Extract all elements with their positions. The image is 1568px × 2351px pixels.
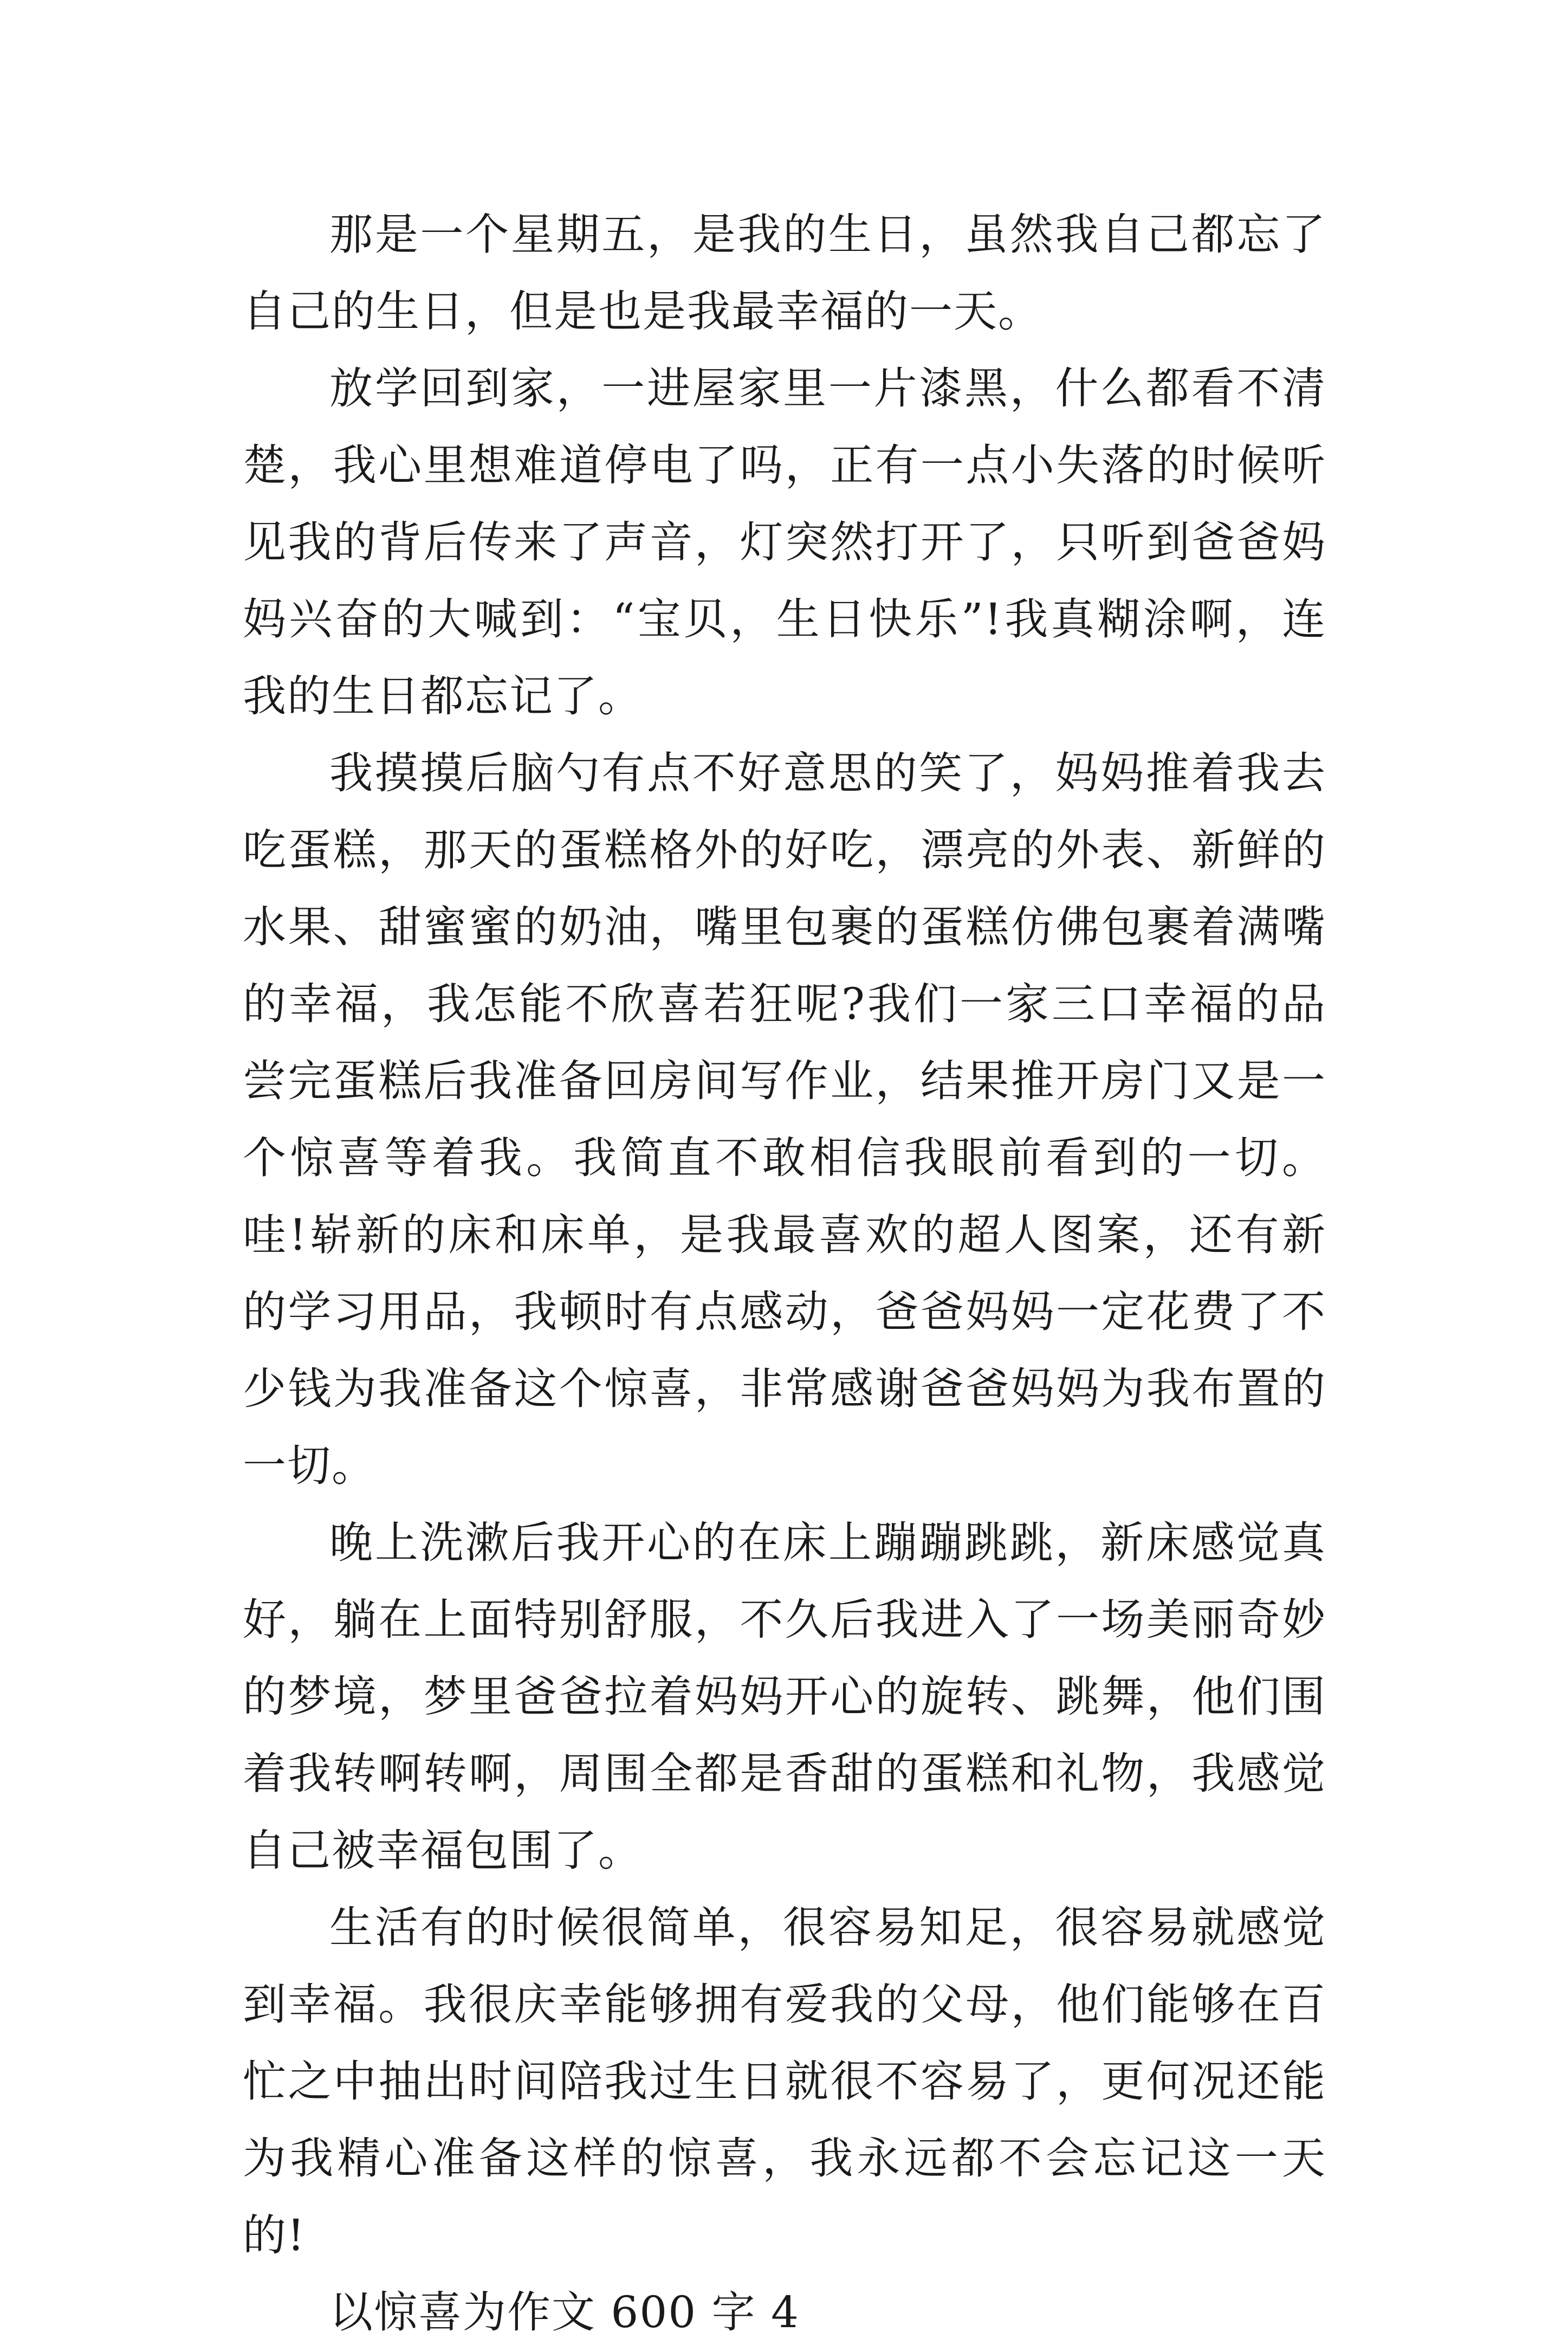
paragraph-dream: 晚上洗漱后我开心的在床上蹦蹦跳跳，新床感觉真好，躺在上面特别舒服，不久后我进入了一场美丽奇妙的梦境，梦里爸爸拉着妈妈开心的旋转、跳舞，他们围着我转啊转啊，周围全都是香甜的蛋糕和礼物，我感觉自己被幸福包围了。 bbox=[243, 1517, 1326, 1876]
document-body bbox=[243, 196, 1326, 2351]
paragraph-cake-surprise: 我摸摸后脑勺有点不好意思的笑了，妈妈推着我去吃蛋糕，那天的蛋糕格外的好吃，漂亮的外表、新鲜的水果、甜蜜蜜的奶油，嘴里包裹的蛋糕仿佛包裹着满嘴的幸福，我怎能不欣喜若狂呢?我们一家三口幸福的品尝完蛋糕后我准备回房间写作业，结果推开房门又是一个惊喜等着我。我简直不敢相信我眼前看到的一切。哇!崭新的床和床单，是我最喜欢的超人图案，还有新的学习用品，我顿时有点感动，爸爸妈妈一定花费了不少钱为我准备这个惊喜，非常感谢爸爸妈妈为我布置的一切。 bbox=[243, 748, 1326, 1491]
paragraph-birthday-intro: 那是一个星期五，是我的生日，虽然我自己都忘了自己的生日，但是也是我最幸福的一天。 bbox=[243, 209, 1326, 337]
paragraph-conclusion: 生活有的时候很简单，很容易知足，很容易就感觉到幸福。我很庆幸能够拥有爱我的父母，他们能够在百忙之中抽出时间陪我过生日就很不容易了，更何况还能为我精心准备这样的惊喜，我永远都不会忘记这一天的! bbox=[243, 1902, 1326, 2260]
section-title: 以惊喜为作文 600 字 4 bbox=[329, 2287, 800, 2337]
paragraph-coming-home: 放学回到家，一进屋家里一片漆黑，什么都看不清楚，我心里想难道停电了吗，正有一点小失落的时候听见我的背后传来了声音，灯突然打开了，只听到爸爸妈妈兴奋的大喊到：“宝贝，生日快乐”!我真糊涂啊，连我的生日都忘记了。 bbox=[243, 363, 1326, 721]
